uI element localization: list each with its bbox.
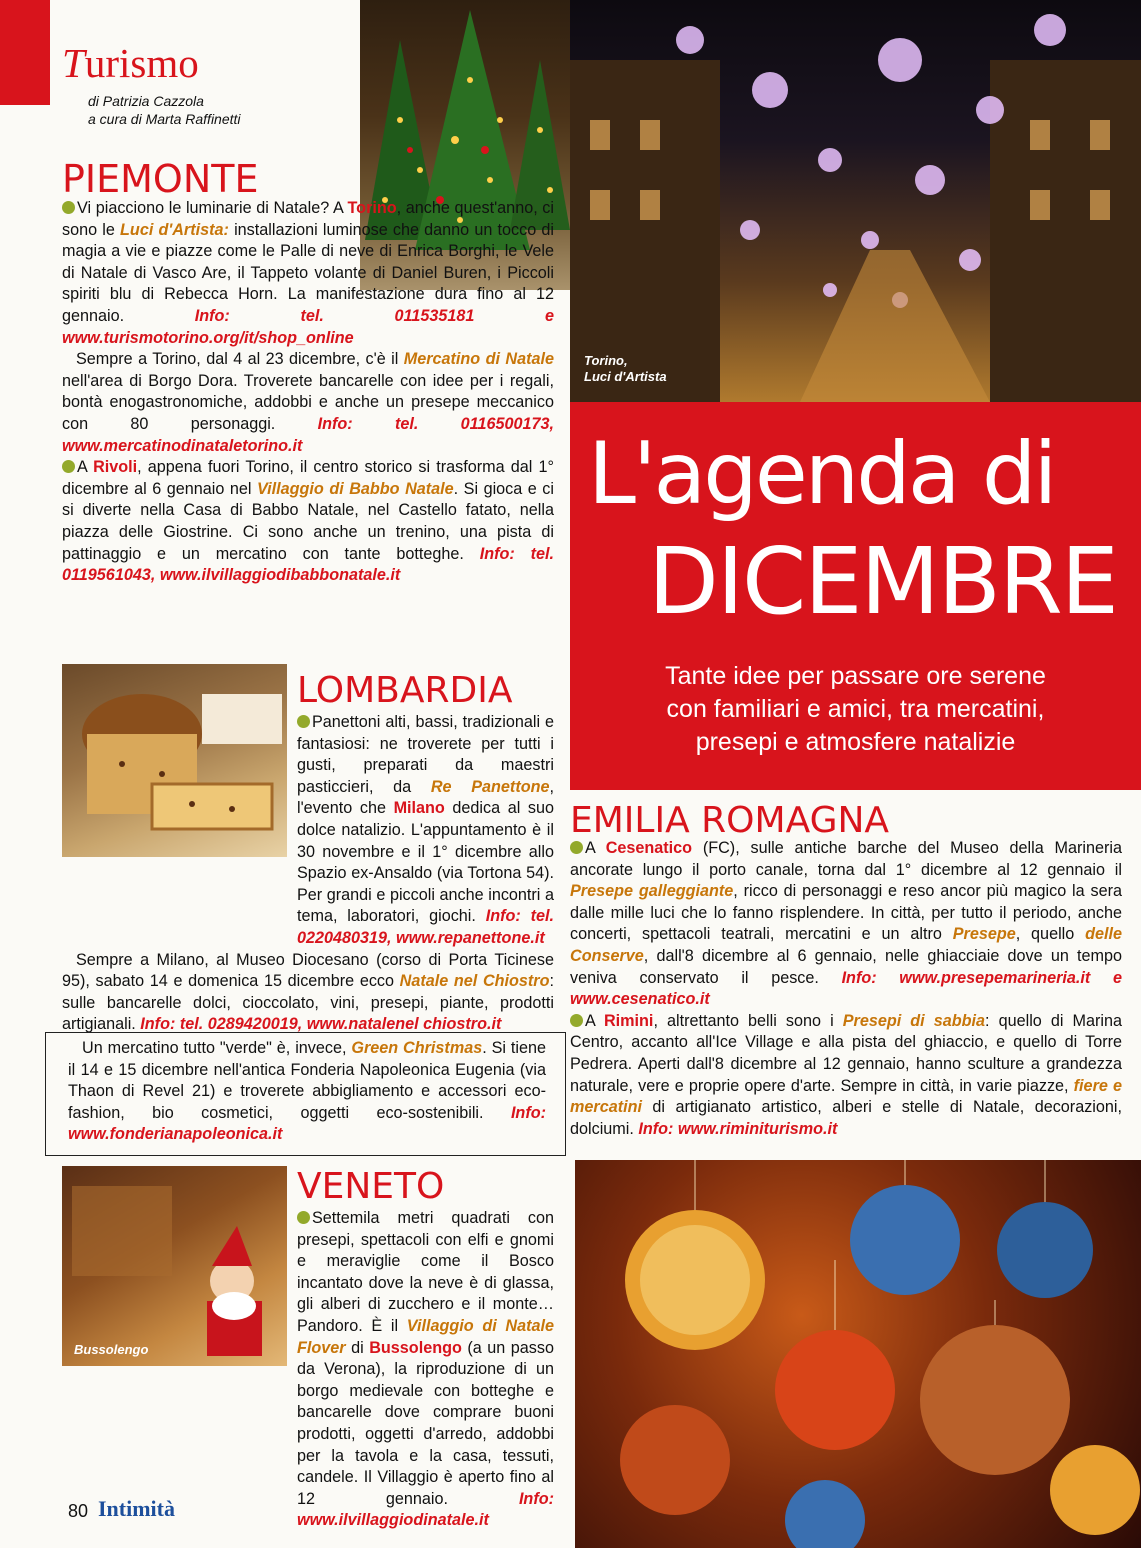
info-link[interactable]: Info: www.ilvillaggiodinatale.it <box>297 1489 554 1530</box>
bullet-icon <box>62 201 75 214</box>
caption-line-2: Luci d'Artista <box>584 369 667 384</box>
place-rimini: Rimini <box>603 1011 654 1030</box>
text: , altrettanto belli sono i <box>653 1011 843 1030</box>
text: Panettoni alti, bassi, tradizionali e fantasiosi: ne troverete per tutti i gusti, preparati da maestri pasticcieri, da <box>297 713 554 796</box>
piemonte-paragraph-1 <box>62 198 554 349</box>
text: , quello <box>1015 925 1086 944</box>
place-milano: Milano <box>393 799 445 818</box>
text: A <box>585 839 606 857</box>
byline-editor: a cura di Marta Raffinetti <box>88 111 241 127</box>
event-fiere-mercatini: fiere e mercatini <box>570 1076 1122 1117</box>
subtitle-line-2: con familiari e amici, tra mercatini, <box>666 695 1045 723</box>
text: (a un passo da Verona), la riproduzione di un borgo medievale con botteghe e bancarelle dove comprare buoni prodotti, oggetti d'arredo, addobbi per la tavola e la casa, tessuti, candele. Il Villaggio è aperto fino al 12 gennaio. <box>297 1338 554 1508</box>
info-link[interactable]: Info: tel. 0289420019, www.natalenel chiostro.it <box>140 1015 502 1034</box>
section-title <box>62 38 199 88</box>
lombardia-paragraph-2 <box>62 950 554 1036</box>
emilia-paragraph-1 <box>570 838 1122 1011</box>
event-green-christmas: Green Christmas <box>351 1039 483 1057</box>
section-initial: T <box>62 40 85 86</box>
veneto-text <box>62 1208 554 1532</box>
text: A <box>585 1011 604 1030</box>
info-link[interactable]: Info: tel. 011535181 e www.turismotorino.org/it/shop_online <box>62 306 554 347</box>
byline <box>88 92 241 128</box>
subtitle-line-3: presepi e atmosfere natalizie <box>695 728 1016 756</box>
hero-title-line-2: DICEMBRE <box>648 528 1117 635</box>
event-luci-artista: Luci d'Artista: <box>120 220 229 239</box>
text: : quello di Marina Centro, accanto all'Ice Village e alla pista del ghiaccio, e quello di Torre Pedrera. Aperti dall'8 dicembre al 12 gennaio, hanno sculture a grandezza naturale, vere e proprie opere d'arte. Sempre in città, in varie piazze, <box>570 1011 1122 1095</box>
lombardia-paragraph-3 <box>68 1038 546 1146</box>
page-number: 80 <box>68 1501 89 1521</box>
ornaments-photo <box>575 1160 1141 1548</box>
green-christmas-text <box>68 1038 546 1146</box>
event-presepe-galleggiante: Presepe galleggiante <box>570 882 734 901</box>
text: Un mercatino tutto "verde" è, invece, <box>82 1039 352 1057</box>
lombardia-title: LOMBARDIA <box>297 670 513 711</box>
bullet-icon <box>297 715 310 728</box>
piemonte-paragraph-2 <box>62 349 554 457</box>
torino-lights-photo <box>570 0 1141 402</box>
hero-title-block <box>570 402 1141 790</box>
info-link[interactable]: Info: www.fonderianapoleonica.it <box>68 1103 546 1144</box>
caption-line-1: Torino, <box>584 353 628 368</box>
emilia-text <box>570 838 1122 1140</box>
text: Vi piacciono le luminarie di Natale? A <box>77 199 348 217</box>
text: nell'area di Borgo Dora. Troverete bancarelle con idee per i regali, bontà enogastronomiche, addobbi e anche un presepe meccanico con 80 personaggi. <box>62 371 554 433</box>
place-cesenatico: Cesenatico <box>605 839 693 857</box>
event-mercatino: Mercatino di Natale <box>403 350 554 369</box>
hero-title-line-1: L'agenda di <box>588 424 1055 524</box>
photo-caption: Bussolengo <box>74 1342 149 1357</box>
info-link[interactable]: Info: www.presepemarineria.it e www.cesenatico.it <box>570 968 1122 1009</box>
text: di <box>345 1338 370 1357</box>
subtitle-line-1: Tante idee per passare ore serene <box>665 662 1046 690</box>
magazine-name: Intimità <box>98 1496 175 1521</box>
text: installazioni luminose che danno un tocco di magia a vie e piazze come le Palle di neve di Enrica Borghi, le Vele di Natale di Vasco Are, il Tappeto volante di Daniel Buren, i Piccoli spiriti blu di Rebecca Horn. La manifestazione dura fino al 12 gennaio. <box>62 220 554 325</box>
text: , appena fuori Torino, il centro storico si trasforma dal 1° dicembre al 6 gennaio nel <box>62 458 554 498</box>
text: , l'evento che <box>297 777 554 818</box>
lombardia-paragraph-1 <box>62 712 554 950</box>
text: di artigianato artistico, alberi e stelle di Natale, decorazioni, dolciumi. <box>570 1098 1122 1138</box>
bullet-icon <box>570 841 583 854</box>
place-bussolengo: Bussolengo <box>369 1338 462 1357</box>
street-illustration <box>570 0 1141 402</box>
text: Sempre a Milano, al Museo Diocesano (corso di Porta Ticinese 95), sabato 14 e domenica 15 dicembre ecco <box>62 950 554 991</box>
bullet-icon <box>297 1211 310 1224</box>
section-rest: urismo <box>84 40 199 86</box>
emilia-title: EMILIA ROMAGNA <box>570 800 890 841</box>
place-torino: Torino <box>347 199 397 217</box>
hero-subtitle <box>570 660 1141 759</box>
text: A <box>77 458 94 477</box>
piemonte-title: PIEMONTE <box>62 157 259 201</box>
emilia-paragraph-2 <box>570 1011 1122 1141</box>
ornaments-illustration <box>575 1160 1141 1548</box>
bullet-icon <box>62 460 75 473</box>
event-presepi-sabbia: Presepi di sabbia <box>842 1011 986 1030</box>
bullet-icon <box>570 1014 583 1027</box>
event-natale-chiostro: Natale nel Chiostro <box>399 972 550 991</box>
info-link[interactable]: Info: www.riminiturismo.it <box>638 1119 838 1138</box>
event-villaggio-flover: Villaggio di Natale Flover <box>297 1316 554 1357</box>
veneto-paragraph-1 <box>62 1208 554 1532</box>
event-presepe: Presepe <box>952 925 1016 944</box>
veneto-title: VENETO <box>297 1166 445 1207</box>
text: (FC), sulle antiche barche del Museo della Marineria ancorate lungo il porto canale, torna dal 1° dicembre al 12 gennaio il <box>570 839 1122 879</box>
event-delle-conserve: delle Conserve <box>570 925 1122 965</box>
info-link[interactable]: Info: tel. 0119561043, www.ilvillaggiodibabbonatale.it <box>62 544 554 585</box>
piemonte-text <box>62 198 554 587</box>
byline-author: di Patrizia Cazzola <box>88 93 204 109</box>
event-villaggio: Villaggio di Babbo Natale <box>256 479 454 498</box>
text: , ricco di personaggi e reso ancor più magico la sera dalle mille luci che lo fanno risplendere. In città, per tutto il periodo, anche concerti, spettacoli teatrali, mercatini e un altro <box>570 882 1122 944</box>
text: Settemila metri quadrati con presepi, spettacoli con elfi e gnomi e meraviglie come il Bosco incantato dove la neve è di glassa, gli alberi di zucchero e il monte… Pandoro. È il <box>297 1209 554 1335</box>
text: Sempre a Torino, dal 4 al 23 dicembre, c'è il <box>76 350 404 369</box>
section-tab <box>0 0 50 105</box>
text: , anche quest'anno, ci sono le <box>62 199 554 239</box>
text: . Si tiene il 14 e 15 dicembre nell'antica Fonderia Napoleonica Eugenia (via Thaon di Revel 21) e troverete abbigliamento e accessori eco-fashion, bio cosmetici, oggetti eco-sostenibili. <box>68 1039 546 1122</box>
piemonte-paragraph-3 <box>62 457 554 587</box>
lombardia-text <box>62 712 554 1036</box>
text: : sulle bancarelle dolci, cioccolato, vini, presepi, piante, prodotti artigianali. <box>62 972 554 1034</box>
info-link[interactable]: Info: tel. 0220480319, www.repanettone.it <box>297 907 554 947</box>
info-link[interactable]: Info: tel. 0116500173, www.mercatinodinataletorino.it <box>62 414 554 455</box>
photo-caption <box>584 353 667 385</box>
text: . Si gioca e ci si diverte nella Casa di Babbo Natale, nel Castello fatato, nella piazza delle Giostrine. Ci sono anche un trenino, una pista di pattinaggio e un mercatino con tante botteghe. <box>62 479 554 563</box>
place-rivoli: Rivoli <box>93 458 138 477</box>
text: dedica al suo dolce natalizio. L'appuntamento è il 30 novembre e il 1° dicembre allo Spazio ex-Ansaldo (via Tortona 54). Per grandi e piccoli anche incontri a tema, laboratori, giochi. <box>297 799 554 926</box>
text: , dall'8 dicembre al 6 gennaio, nelle ghiacciaie dove un tempo veniva conservato il pesce. <box>570 946 1122 987</box>
event-re-panettone: Re Panettone <box>430 777 550 796</box>
